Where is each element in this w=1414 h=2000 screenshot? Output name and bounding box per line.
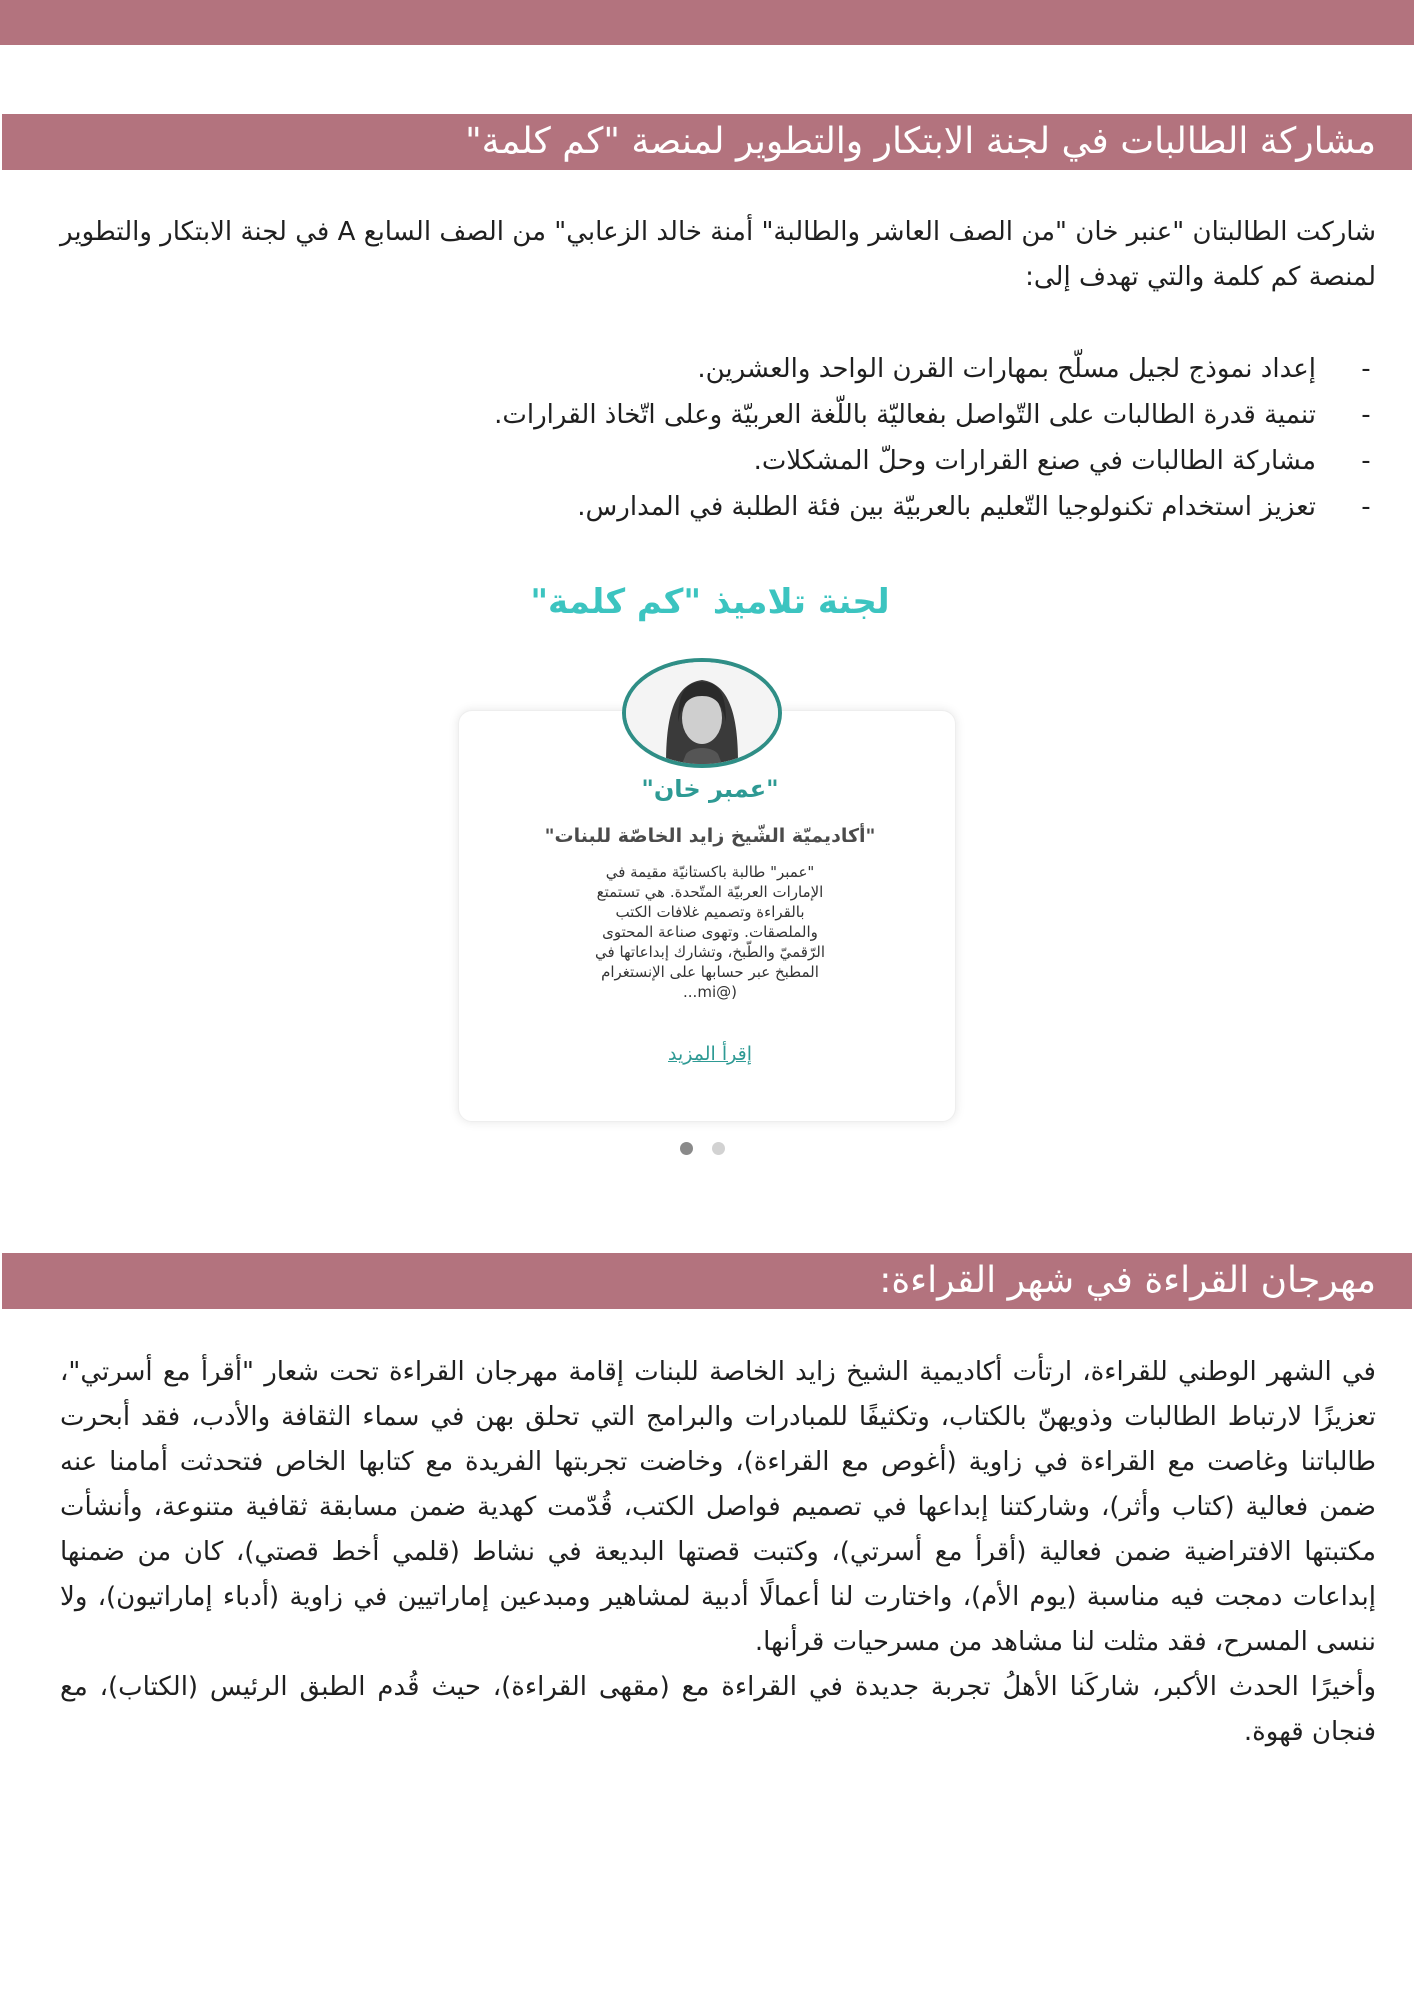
carousel-dot[interactable] [712,1142,725,1155]
festival-paragraph: وأخيرًا الحدث الأكبر، شاركَنا الأهلُ تجربة جديدة في القراءة مع (مقهى القراءة)، حيث قُدم الطبق الرئيس (الكتاب)، مع فنجان قهوة. [60,1672,1376,1747]
festival-paragraph: في الشهر الوطني للقراءة، ارتأت أكاديمية الشيخ زايد الخاصة للبنات إقامة مهرجان القراءة تحت شعار "أقرأ مع أسرتي"، تعزيزًا لارتباط الطالبات وذويهنّ بالكتاب، وتكثيفًا للمبادرات والبرامج التي تحلق بهن في سماء الثقافة والأدب، فقد أبحرت طالباتنا وغاصت مع القراءة في زاوية (أغوص مع القراءة)، وخاضت تجربتها الفريدة مع كتابها الخاص فتحدثت أمامنا عنه ضمن فعالية (كتاب وأثر)، وشاركتنا إبداعها في تصميم فواصل الكتب، قُدّمت كهدية ضمن مسابقة ثقافية متنوعة، وأنشأت مكتبتها الافتراضية ضمن فعالية (أقرأ مع أسرتي)، وكتبت قصتها البديعة في نشاط (قلمي أخط قصتي)، كان من ضمنها إبداعات دمجت فيه مناسبة (يوم الأم)، واختارت لنا أعمالًا أدبية لمشاهير ومبدعين إماراتيين في زاوية (أدباء إماراتيون)، ولا ننسى المسرح، فقد مثلت لنا مشاهد من مسرحيات قرأنها. [60,1357,1376,1657]
section-title-bar [2,1253,1412,1309]
student-bio: "عمبر" طالبة باكستانيّة مقيمة في الإمارات العربيّة المتّحدة. هي تستمتع بالقراءة وتصميم غلافات الكتب والملصقات. وتهوى صناعة المحتوى الرّقميّ والطّبخ، وتشارك إبداعاتها في المطبخ عبر حسابها على الإنستغرام (@mi... [595,863,825,1001]
festival-text [60,1350,1376,1755]
student-photo-icon [626,662,778,764]
list-item-text: تعزيز استخدام تكنولوجيا التّعليم بالعربيّة بين فئة الطلبة في المدارس. [577,492,1316,522]
section-title: مهرجان القراءة في شهر القراءة: [879,1260,1376,1301]
student-name: "عمبر خان" [641,775,779,803]
bullet-marker: - [1361,354,1371,384]
goals-list [60,346,1376,530]
avatar [622,658,782,768]
list-item [60,438,1376,484]
section-title-bar [2,114,1412,170]
bullet-marker: - [1361,492,1371,522]
intro-paragraph: شاركت الطالبتان "عنبر خان "من الصف العاشر والطالبة" أمنة خالد الزعابي" من الصف السابع A في لجنة الابتكار والتطوير لمنصة كم كلمة والتي تهدف إلى: [60,217,1376,292]
list-item-text: تنمية قدرة الطالبات على التّواصل بفعاليّة باللّغة العربيّة وعلى اتّخاذ القرارات. [494,400,1316,430]
bullet-marker: - [1361,446,1371,476]
list-item [60,484,1376,530]
bullet-marker: - [1361,400,1371,430]
carousel-indicator [680,1142,740,1156]
section-title: مشاركة الطالبات في لجنة الابتكار والتطوير لمنصة "كم كلمة" [465,121,1376,162]
read-more-link[interactable]: إقرأ المزيد [668,1043,752,1065]
list-item-text: إعداد نموذج لجيل مسلّح بمهارات القرن الواحد والعشرين. [697,354,1316,384]
carousel-dot-active[interactable] [680,1142,693,1155]
list-item-text: مشاركة الطالبات في صنع القرارات وحلّ المشكلات. [753,446,1316,476]
list-item [60,392,1376,438]
card-heading: لجنة تلاميذ "كم كلمة" [530,582,890,622]
committee-card-image [440,570,980,1170]
school-name: "أكاديميّة الشّيخ زايد الخاصّة للبنات" [544,825,876,847]
top-header-band [0,0,1414,45]
list-item [60,346,1376,392]
